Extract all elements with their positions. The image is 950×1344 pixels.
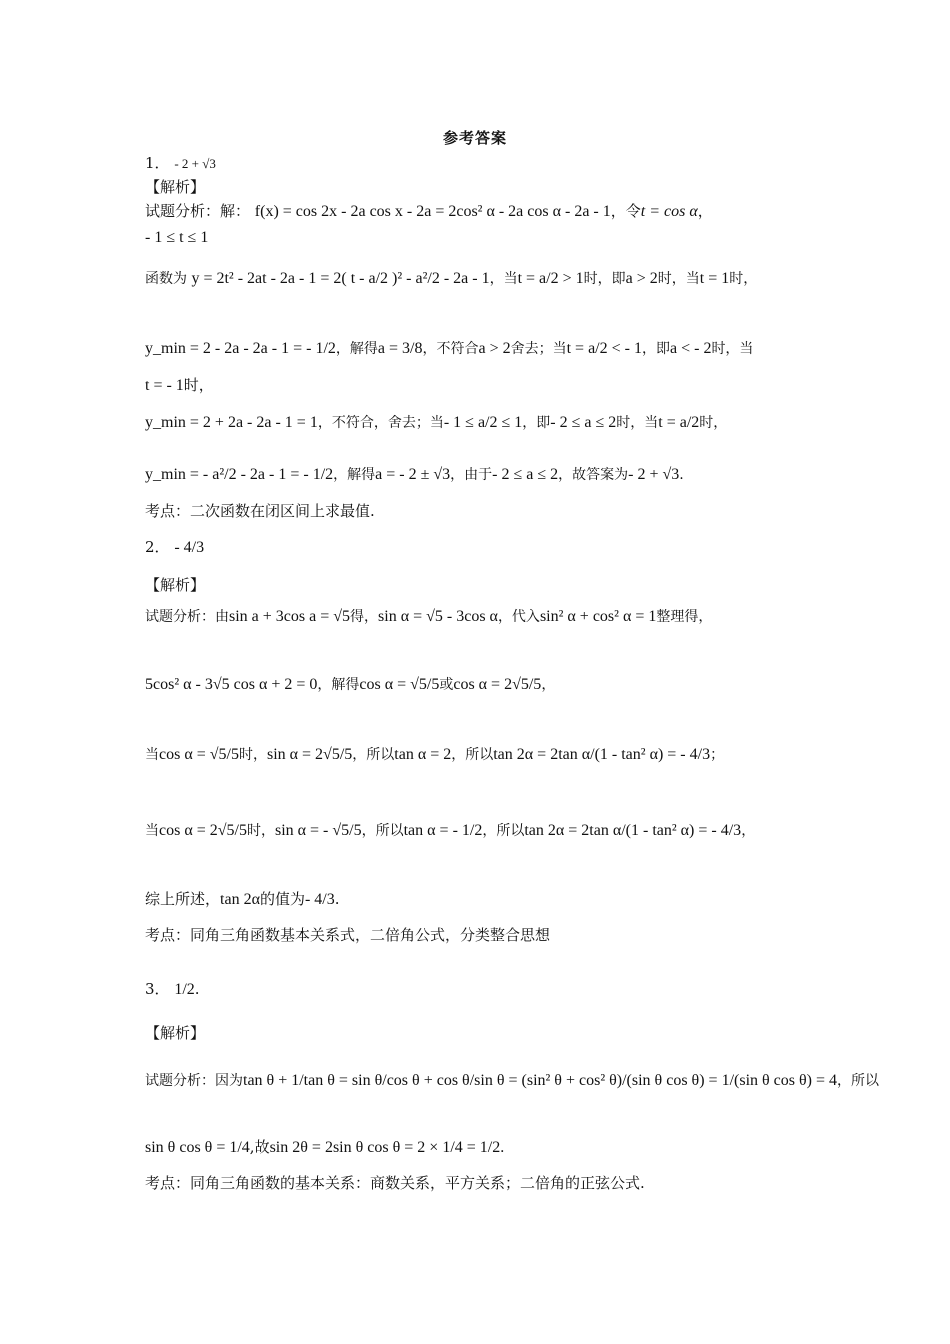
q1-line3: 函数为 y = 2t² - 2at - 2a - 1 = 2( t - a/2 )² - a²/2 - 2a - 1，当t = a/2 > 1时，即a > 2时，当t = 1时， xyxy=(145,270,758,287)
q1-line5: t = - 1时， xyxy=(145,376,214,394)
q1-answer: - 2 + √3 xyxy=(174,156,216,171)
q2-line1: 试题分析：由sin a + 3cos a = √5得，sin α = √5 - 3cos α，代入sin² α + cos² α = 1整理得， xyxy=(145,608,713,625)
q1-jiexi: 【解析】 xyxy=(145,178,206,196)
q1-line6: y_min = 2 + 2a - 2a - 1 = 1，不符合，舍去；当- 1 ≤ a/2 ≤ 1，即- 2 ≤ a ≤ 2时，当t = a/2时， xyxy=(145,414,728,431)
q2-line4: 当cos α = 2√5/5时，sin α = - √5/5，所以tan α = - 1/2，所以tan 2α = 2tan α/(1 - tan² α) = - 4/3， xyxy=(145,822,756,839)
q3-line2: sin θ cos θ = 1/4,故sin 2θ = 2sin θ cos θ = 2 × 1/4 = 1/2. xyxy=(145,1138,505,1156)
q1-formula-f: f(x) = cos 2x - 2a cos x - 2a = 2cos² α - 2a cos α - 2a - 1 xyxy=(254,203,611,220)
q3-jiexi: 【解析】 xyxy=(145,1024,206,1042)
q3-line1: 试题分析：因为tan θ + 1/tan θ = sin θ/cos θ + cos θ/sin θ = (sin² θ + cos² θ)/(sin θ cos θ) = 1/(sin θ cos θ) = 4，所以 xyxy=(145,1072,880,1089)
q1-formula-y: y = 2t² - 2at - 2a - 1 = 2( t - a/2 )² - a²/2 - 2a - 1 xyxy=(191,270,490,287)
q1-answer-line xyxy=(145,152,818,175)
q1-range: - 1 ≤ t ≤ 1 xyxy=(145,229,209,246)
q2-line5: 综上所述，tan 2α的值为- 4/3. xyxy=(145,890,340,908)
q2-kaodian: 考点：同角三角函数基本关系式，二倍角公式，分类整合思想 xyxy=(145,926,551,944)
q2-number: 2． xyxy=(145,538,170,556)
q1-line2 xyxy=(145,226,818,249)
q1-number: 1． xyxy=(145,154,170,172)
q1-line7: y_min = - a²/2 - 2a - 1 = - 1/2，解得a = - 2 ± √3，由于- 2 ≤ a ≤ 2，故答案为- 2 + √3. xyxy=(145,466,684,483)
q3-number: 3． xyxy=(145,980,170,998)
q3-answer: 1/2 xyxy=(174,981,195,998)
q2-answer: - 4/3 xyxy=(174,539,205,556)
q2-line3: 当cos α = √5/5时，sin α = 2√5/5，所以tan α = 2，所以tan 2α = 2tan α/(1 - tan² α) = - 4/3； xyxy=(145,746,725,763)
q1-kaodian: 考点：二次函数在闭区间上求最值. xyxy=(145,502,375,520)
q2-line2: 5cos² α - 3√5 cos α + 2 = 0，解得cos α = √5/5或cos α = 2√5/5， xyxy=(145,676,556,693)
q1-line4: y_min = 2 - 2a - 2a - 1 = - 1/2，解得a = 3/8，不符合a > 2舍去；当t = a/2 < - 1，即a < - 2时，当 xyxy=(145,340,754,357)
q3-kaodian: 考点：同角三角函数的基本关系：商数关系，平方关系；二倍角的正弦公式. xyxy=(145,1174,645,1192)
q2-jiexi: 【解析】 xyxy=(145,576,206,594)
page-title: 参考答案 xyxy=(442,129,507,147)
q3-answer-line: 3． 1/2. xyxy=(145,980,200,998)
q1-line1: 试题分析：解： f(x) = cos 2x - 2a cos x - 2a = 2cos² α - 2a cos α - 2a - 1，令t = cos α， xyxy=(145,202,713,220)
q2-answer-line xyxy=(145,536,818,559)
